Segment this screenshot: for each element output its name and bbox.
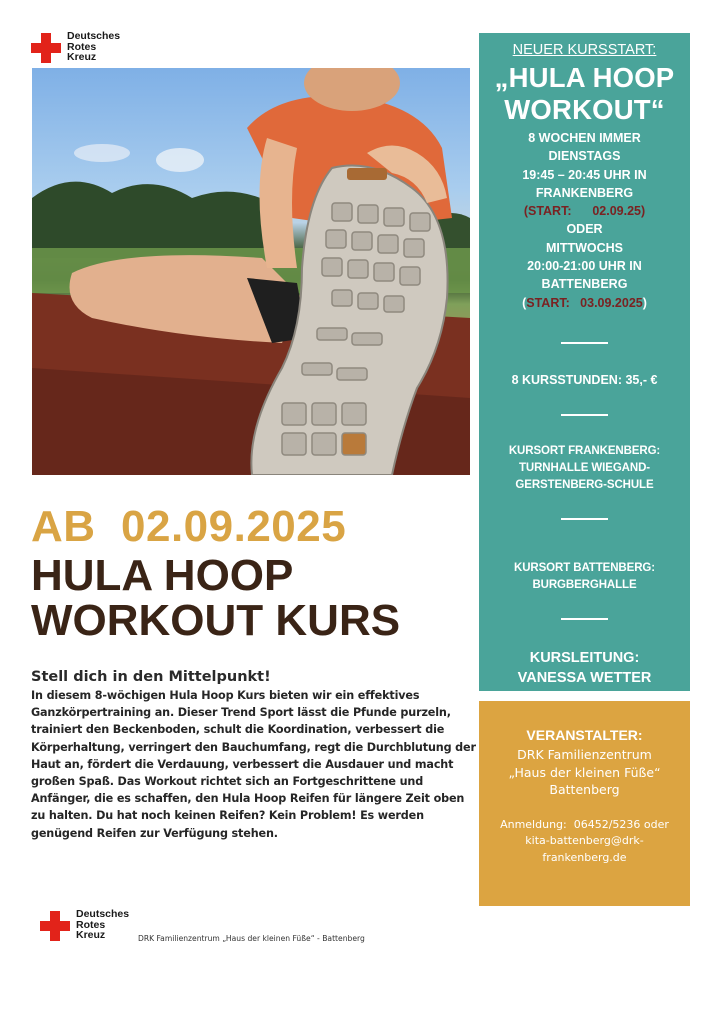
photo-illustration xyxy=(32,68,470,475)
paren: ) xyxy=(641,204,646,219)
course-start-date: AB 02.09.2025 xyxy=(31,502,347,551)
logo-line: Deutsches xyxy=(67,30,121,42)
location-line: BURGBERGHALLE xyxy=(532,578,637,591)
description-heading: Stell dich in den Mittelpunkt! xyxy=(31,669,271,685)
logo-line: Kreuz xyxy=(67,51,97,63)
organizer-line: „Haus der kleinen Füße“ xyxy=(508,764,661,780)
schedule-line: BATTENBERG xyxy=(541,277,628,292)
location-line: KURSORT BATTENBERG: xyxy=(514,561,655,574)
logo-line: Rotes xyxy=(76,918,106,931)
schedule-line: FRANKENBERG xyxy=(535,185,634,200)
course-instructor xyxy=(479,648,690,688)
registration-email[interactable]: kita-battenberg@drk- xyxy=(525,834,644,847)
schedule xyxy=(479,129,690,312)
headline xyxy=(31,502,401,645)
hero-photo xyxy=(32,68,470,475)
divider xyxy=(561,618,608,620)
divider xyxy=(561,342,608,344)
organizer-line: Battenberg xyxy=(549,782,620,797)
paren: ( xyxy=(523,204,528,219)
registration-contact xyxy=(479,817,690,867)
schedule-line: MITTWOCHS xyxy=(545,240,624,255)
location-line: GERSTENBERG-SCHULE xyxy=(515,478,654,491)
logo-wordmark xyxy=(67,31,120,63)
registration-phone: Anmeldung: 06452/5236 oder xyxy=(500,817,669,831)
organizer-line: DRK Familienzentrum xyxy=(517,747,652,762)
instructor-name: VANESSA WETTER xyxy=(517,669,652,686)
logo-line: Deutsches xyxy=(76,908,130,920)
instructor-label: KURSLEITUNG: xyxy=(529,649,640,666)
start-date-battenberg xyxy=(479,294,690,312)
footer-caption: DRK Familienzentrum „Haus der kleinen Füße“ - Battenberg xyxy=(138,934,365,943)
organizer-panel xyxy=(479,701,690,906)
new-course-kicker: NEUER KURSSTART: xyxy=(512,42,657,58)
paren: ) xyxy=(642,295,647,310)
location-line: KURSORT FRANKENBERG: xyxy=(508,444,661,457)
schedule-line: 8 WOCHEN IMMER xyxy=(528,131,641,145)
course-info-panel xyxy=(479,33,690,691)
course-title-line: HULA HOOP xyxy=(31,551,294,600)
course-price: 8 KURSSTUNDEN: 35,- € xyxy=(511,372,658,387)
schedule-line: DIENSTAGS xyxy=(548,149,621,164)
drk-logo-top xyxy=(31,30,121,63)
divider xyxy=(561,518,608,520)
panel-course-title xyxy=(479,62,690,126)
paren: ( xyxy=(522,295,527,310)
location-frankenberg xyxy=(479,443,690,494)
course-title-line: WORKOUT KURS xyxy=(31,596,401,645)
panel-title-line: WORKOUT“ xyxy=(504,94,665,125)
organizer-title: VERANSTALTER: xyxy=(526,727,643,743)
logo-line: Kreuz xyxy=(76,929,106,941)
schedule-line: 19:45 – 20:45 UHR IN xyxy=(522,167,647,182)
location-line: TURNHALLE WIEGAND- xyxy=(518,461,651,474)
course-description xyxy=(31,668,476,842)
schedule-line: 20:00-21:00 UHR IN xyxy=(527,259,642,274)
red-cross-icon xyxy=(40,911,70,941)
start-date-frankenberg xyxy=(479,202,690,220)
course-title xyxy=(31,553,400,643)
divider xyxy=(561,414,608,416)
registration-email[interactable]: frankenberg.de xyxy=(542,850,627,864)
start-label: START: 03.09.2025 xyxy=(526,295,643,310)
red-cross-icon xyxy=(31,33,61,63)
organizer-name xyxy=(479,746,690,799)
description-paragraph: In diesem 8-wöchigen Hula Hoop Kurs bieten wir ein effektives Ganzkörpertraining an. Dieser Trend Sport lässt die Pfunde purzeln, trainiert den Beckenboden, schult die Koordination, verbessert die Körperhaltung, verringert den Bauchumfang, regt die Durchblutung der Haut an, fördert die Verdauung, verbessert die Ausdauer und macht großen Spaß. Das Workout richtet sich an Fortgeschrittene und Anfänger, die es schaffen, den Hula Hoop Reifen für längere Zeit oben zu halten. Du hat noch keinen Reifen? Kein Problem! Es werden genügend Reifen zur Verfügung stehen. xyxy=(31,689,476,840)
drk-logo-bottom xyxy=(40,908,130,941)
logo-wordmark xyxy=(76,909,129,941)
schedule-line: ODER xyxy=(566,222,603,237)
panel-title-line: „HULA HOOP xyxy=(494,62,675,93)
location-battenberg xyxy=(479,560,690,594)
logo-line: Rotes xyxy=(67,40,97,53)
start-label: START: 02.09.25 xyxy=(527,204,641,219)
